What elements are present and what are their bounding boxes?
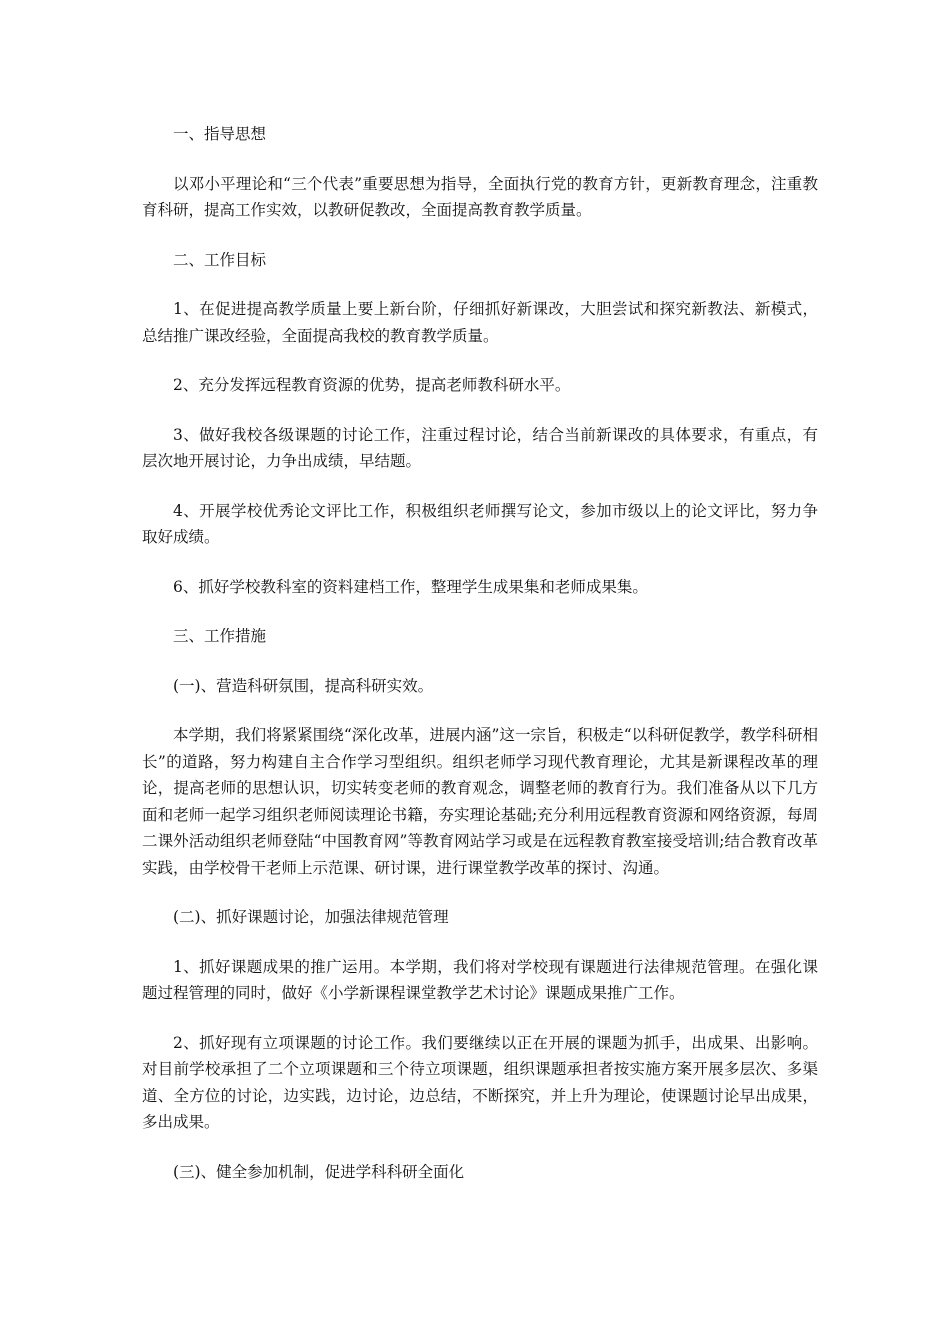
goal-item-3: 3、做好我校各级课题的讨论工作，注重过程讨论，结合当前新课改的具体要求，有重点，有层次地开展讨论，力争出成绩，早结题。 — [142, 425, 818, 470]
measure-item-2: 2、抓好现有立项课题的讨论工作。我们要继续以正在开展的课题为抓手，出成果、出影响。对目前学校承担了二个立项课题和三个待立项课题，组织课题承担者按实施方案开展多层次、多渠道、全方位的讨论，边实践，边讨论，边总结，不断探究，并上升为理论，使课题讨论早出成果，多出成果。 — [142, 1033, 818, 1131]
paragraph-research-atmosphere: 本学期，我们将紧紧围绕“深化改革，进展内涵”这一宗旨，积极走“以科研促教学，教学科研相长”的道路，努力构建自主合作学习型组织。组织老师学习现代教育理论，尤其是新课程改革的理论，提高老师的思想认识，切实转变老师的教育观念，调整老师的教育行为。我们准备从以下几方面和老师一起学习组织老师阅读理论书籍，夯实理论基础;充分利用远程教育资源和网络资源，每周二课外活动组织老师登陆“中国教育网”等教育网站学习或是在远程教育教室接受培训;结合教育改革实践，由学校骨干老师上示范课、研讨课，进行课堂教学改革的探讨、沟通。 — [142, 726, 818, 877]
measure-item-1: 1、抓好课题成果的推广运用。本学期，我们将对学校现有课题进行法律规范管理。在强化课题过程管理的同时，做好《小学新课程课堂教学艺术讨论》课题成果推广工作。 — [142, 957, 818, 1002]
section-heading-work-goals: 二、工作目标 — [173, 250, 267, 269]
section-heading-work-measures: 三、工作措施 — [173, 627, 267, 645]
subsection-heading-2: (二)、抓好课题讨论，加强法律规范管理 — [173, 908, 449, 926]
goal-item-1: 1、在促进提高教学质量上要上新台阶，仔细抓好新课改，大胆尝试和探究新教法、新模式，总结推广课改经验，全面提高我校的教育教学质量。 — [142, 300, 818, 345]
goal-item-2: 2、充分发挥远程教育资源的优势，提高老师教科研水平。 — [173, 376, 571, 394]
goal-item-6: 6、抓好学校教科室的资料建档工作，整理学生成果集和老师成果集。 — [173, 577, 648, 596]
subsection-heading-3: (三)、健全参加机制，促进学科科研全面化 — [173, 1162, 465, 1181]
subsection-heading-1: (一)、营造科研氛围，提高科研实效。 — [173, 676, 434, 695]
paragraph-guiding-thought: 以邓小平理论和“三个代表”重要思想为指导，全面执行党的教育方针，更新教育理念，注重教育科研，提高工作实效，以教研促教改，全面提高教育教学质量。 — [142, 174, 818, 219]
goal-item-4: 4、开展学校优秀论文评比工作，积极组织老师撰写论文，参加市级以上的论文评比，努力争取好成绩。 — [142, 501, 818, 546]
document-body — [142, 121, 818, 1208]
section-heading-guiding-thought: 一、指导思想 — [173, 125, 267, 143]
